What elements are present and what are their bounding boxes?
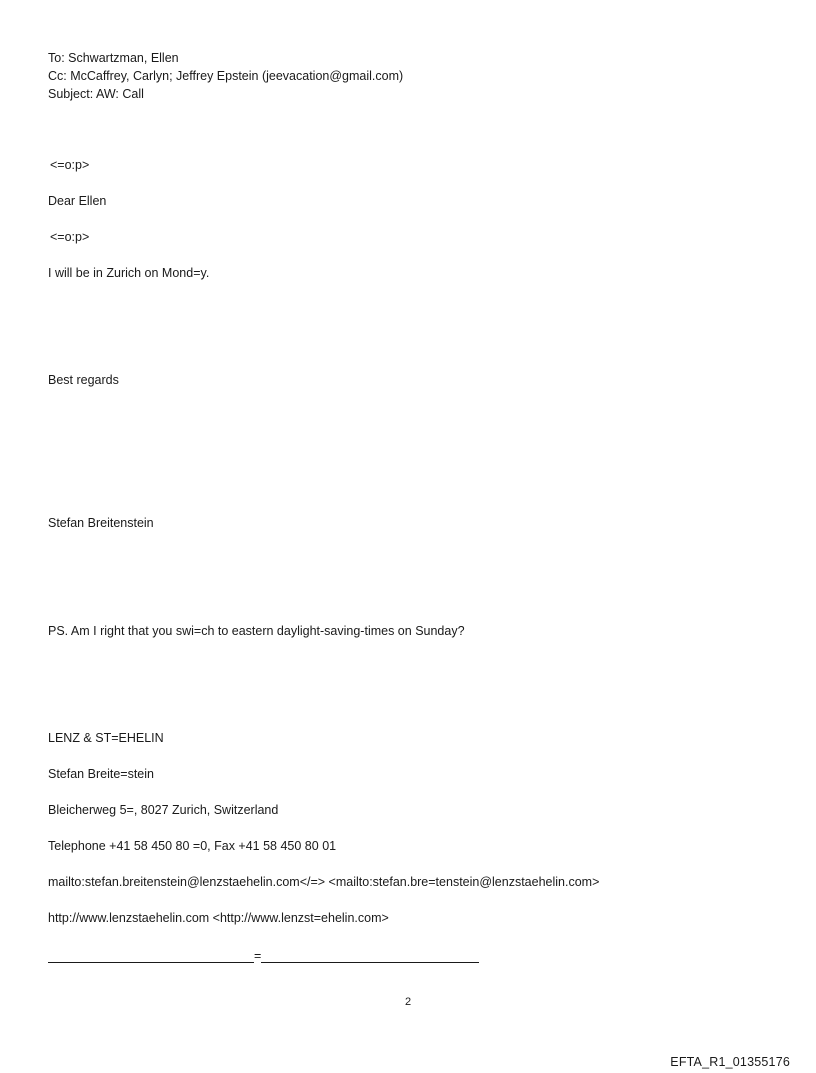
signature-phone: Telephone +41 58 450 80 =0, Fax +41 58 450 80 01	[48, 839, 337, 853]
to-line: To: Schwartzman, Ellen	[48, 51, 179, 65]
separator-middle: =	[254, 949, 262, 963]
markup-artifact: <=o:p>	[50, 158, 90, 172]
signature-website: http://www.lenzstaehelin.com <http://www.lenzst=ehelin.com>	[48, 911, 389, 925]
page-number: 2	[404, 996, 412, 1008]
message-text: I will be in Zurich on Mond=y.	[48, 266, 210, 280]
cc-line: Cc: McCaffrey, Carlyn; Jeffrey Epstein (jeevacation@gmail.com)	[48, 69, 404, 83]
signature-email: mailto:stefan.breitenstein@lenzstaehelin.com</=> <mailto:stefan.bre=tenstein@lenzstaehelin.com>	[48, 875, 600, 889]
separator-rule-left	[48, 962, 254, 963]
separator-line	[48, 948, 479, 964]
bates-number: EFTA_R1_01355176	[670, 1055, 790, 1069]
separator-rule-right	[261, 962, 479, 963]
subject-line: Subject: AW: Call	[48, 87, 144, 101]
closing: Best regards	[48, 373, 119, 387]
email-header	[48, 49, 403, 103]
sender-name: Stefan Breitenstein	[48, 516, 154, 530]
signature-firm: LENZ & ST=EHELIN	[48, 731, 164, 745]
greeting: Dear Ellen	[48, 194, 107, 208]
signature-name: Stefan Breite=stein	[48, 767, 154, 781]
markup-artifact: <=o:p>	[50, 230, 90, 244]
signature-address: Bleicherweg 5=, 8027 Zurich, Switzerland	[48, 803, 279, 817]
postscript: PS. Am I right that you swi=ch to eastern daylight-saving-times on Sunday?	[48, 624, 465, 638]
